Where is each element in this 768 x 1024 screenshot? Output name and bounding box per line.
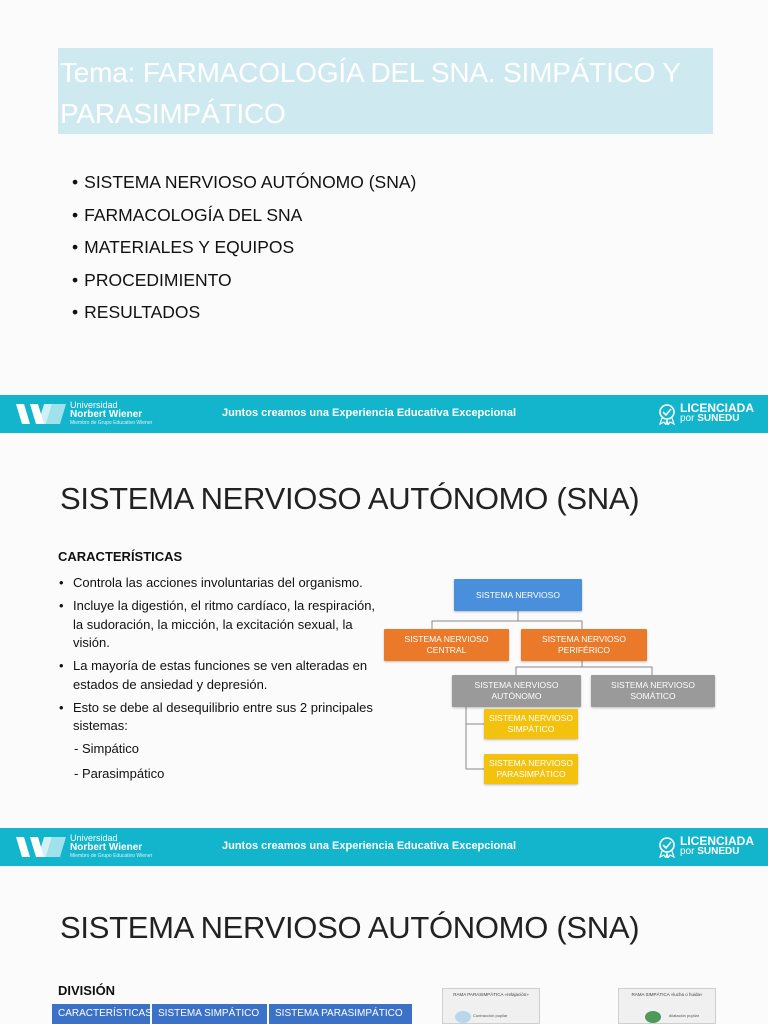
- slide-1-title-box: [58, 48, 713, 134]
- slide-2-title: SISTEMA NERVIOSO AUTÓNOMO (SNA): [60, 481, 640, 516]
- node-somatico: SISTEMA NERVIOSO SOMÁTICO: [591, 675, 715, 707]
- university-name: Universidad Norbert Wiener Miembro de Grupo Educativo Wiener: [70, 400, 153, 426]
- list-item: • Controla las acciones involuntarias del organismo.: [58, 574, 388, 593]
- list-subitem: - Parasimpático: [74, 765, 165, 781]
- topic-list: [72, 166, 416, 329]
- sympathetic-thumbnail: RAMA SIMPÁTICA «lucha o huida» dilatación pupilar: [618, 988, 716, 1024]
- nervous-system-diagram: [384, 579, 714, 804]
- footer-slogan: Juntos creamos una Experiencia Educativa Excepcional: [222, 840, 517, 852]
- node-periferico: SISTEMA NERVIOSO PERIFÉRICO: [521, 629, 647, 661]
- eye-icon: [455, 1011, 471, 1023]
- topic-item: • RESULTADOS: [72, 296, 416, 329]
- topic-item: • PROCEDIMIENTO: [72, 264, 416, 297]
- slide-1-title: Tema: FARMACOLOGÍA DEL SNA. SIMPÁTICO Y PARASIMPÁTICO: [60, 57, 681, 129]
- topic-item: • MATERIALES Y EQUIPOS: [72, 231, 416, 264]
- table-header-cell: SISTEMA SIMPÁTICO: [152, 1004, 267, 1024]
- footer-bar: [0, 395, 768, 433]
- list-subitem: - Simpático: [74, 741, 140, 756]
- slide-2-subhead: CARACTERÍSTICAS: [58, 549, 183, 564]
- list-item: • Esto se debe al desequilibrio entre sus 2 principales sistemas:: [58, 699, 388, 736]
- topic-item: • FARMACOLOGÍA DEL SNA: [72, 199, 416, 232]
- table-header-cell: SISTEMA PARASIMPÁTICO: [269, 1004, 412, 1024]
- slide-2: [0, 433, 768, 828]
- university-logo-icon: [16, 835, 68, 859]
- university-logo-icon: [16, 402, 68, 426]
- licensed-badge-icon: [656, 836, 678, 858]
- node-central: SISTEMA NERVIOSO CENTRAL: [384, 629, 509, 661]
- slide-1: [0, 0, 768, 395]
- characteristics-list: [58, 574, 388, 789]
- division-table-header: [52, 1004, 414, 1024]
- licensed-text: LICENCIADA por SUNEDU: [680, 401, 754, 424]
- list-item: • Incluye la digestión, el ritmo cardíaco, la respiración, la sudoración, la micción, la excitación sexual, la visión.: [58, 597, 388, 653]
- footer-bar: [0, 828, 768, 866]
- node-autonomo: SISTEMA NERVIOSO AUTÓNOMO: [452, 675, 581, 707]
- node-sistema-nervioso: SISTEMA NERVIOSO: [454, 579, 582, 611]
- footer-slogan: Juntos creamos una Experiencia Educativa Excepcional: [222, 407, 517, 419]
- slide-3-title: SISTEMA NERVIOSO AUTÓNOMO (SNA): [60, 910, 640, 945]
- university-name: Universidad Norbert Wiener Miembro de Grupo Educativo Wiener: [70, 833, 153, 859]
- node-parasimpatico: SISTEMA NERVIOSO PARASIMPÁTICO: [484, 754, 578, 784]
- table-header-cell: CARACTERÍSTICAS: [52, 1004, 150, 1024]
- eye-icon: [645, 1011, 661, 1023]
- licensed-badge-icon: [656, 403, 678, 425]
- slide-3-subhead: DIVISIÓN: [58, 983, 116, 998]
- topic-item: • SISTEMA NERVIOSO AUTÓNOMO (SNA): [72, 166, 416, 199]
- list-item: • La mayoría de estas funciones se ven alteradas en estados de ansiedad y depresión.: [58, 657, 388, 694]
- node-simpatico: SISTEMA NERVIOSO SIMPÁTICO: [484, 709, 578, 739]
- parasympathetic-thumbnail: RAMA PARASIMPÁTICA «relajación» Contracción pupilar: [442, 988, 540, 1024]
- slide-3: [0, 866, 768, 1024]
- licensed-text: LICENCIADA por SUNEDU: [680, 834, 754, 857]
